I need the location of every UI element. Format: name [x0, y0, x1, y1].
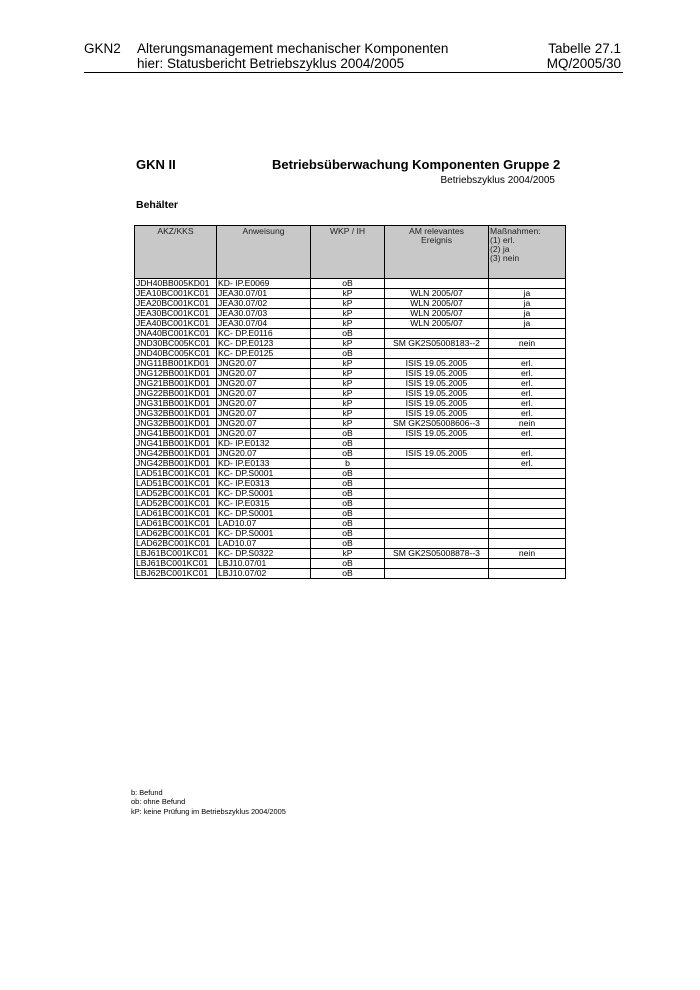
col-header-ereignis-line: Ereignis: [420, 235, 453, 245]
cell-massnahmen: [489, 569, 566, 579]
table-row: [135, 489, 566, 499]
cell-akz: LBJ61BC001KC01: [135, 559, 217, 569]
cell-massnahmen: ja: [489, 309, 566, 319]
cell-massnahmen: erl.: [489, 449, 566, 459]
table-row: [135, 379, 566, 389]
header-table-number: Tabelle 27.1: [548, 41, 621, 56]
table-row: [135, 549, 566, 559]
cell-anweisung: KC- IP.E0313: [217, 479, 311, 489]
cell-wkp: oB: [311, 569, 385, 579]
cell-ereignis: [385, 509, 489, 519]
cell-anweisung: KC- DP.E0116: [217, 329, 311, 339]
cell-wkp: oB: [311, 449, 385, 459]
cell-wkp: oB: [311, 429, 385, 439]
table-row: [135, 439, 566, 449]
col-header-ereignis: [385, 226, 489, 279]
cell-ereignis: [385, 569, 489, 579]
table-row: [135, 329, 566, 339]
cell-akz: JNG11BB001KD01: [135, 359, 217, 369]
cell-anweisung: JNG20.07: [217, 429, 311, 439]
cell-wkp: kP: [311, 399, 385, 409]
cell-ereignis: ISIS 19.05.2005: [385, 389, 489, 399]
cell-massnahmen: erl.: [489, 379, 566, 389]
cell-massnahmen: [489, 439, 566, 449]
cell-anweisung: KC- DP.S0322: [217, 549, 311, 559]
cell-akz: JNG22BB001KD01: [135, 389, 217, 399]
cell-ereignis: [385, 519, 489, 529]
cell-anweisung: JNG20.07: [217, 389, 311, 399]
cell-anweisung: KD- IP.E0069: [217, 279, 311, 289]
cell-wkp: oB: [311, 279, 385, 289]
cell-anweisung: JNG20.07: [217, 379, 311, 389]
cell-massnahmen: nein: [489, 339, 566, 349]
header-title: Alterungsmanagement mechanischer Komponenten: [137, 41, 449, 56]
cell-ereignis: [385, 539, 489, 549]
cell-ereignis: [385, 329, 489, 339]
cell-ereignis: WLN 2005/07: [385, 309, 489, 319]
table-row: [135, 429, 566, 439]
cell-wkp: kP: [311, 309, 385, 319]
header-row-2: [84, 56, 621, 71]
table-header-row: [135, 226, 566, 279]
table-row: [135, 359, 566, 369]
cell-anweisung: KC- DP.S0001: [217, 489, 311, 499]
cell-akz: JNG12BB001KD01: [135, 369, 217, 379]
table-row: [135, 309, 566, 319]
cell-ereignis: ISIS 19.05.2005: [385, 379, 489, 389]
col-header-massnahmen-line: (2) ja: [490, 244, 510, 254]
cell-ereignis: [385, 499, 489, 509]
table-row: [135, 559, 566, 569]
cell-wkp: oB: [311, 489, 385, 499]
cell-ereignis: ISIS 19.05.2005: [385, 429, 489, 439]
cell-anweisung: JNG20.07: [217, 419, 311, 429]
cell-akz: JDH40BB005KD01: [135, 279, 217, 289]
cell-wkp: kP: [311, 289, 385, 299]
table-row: [135, 349, 566, 359]
cell-wkp: kP: [311, 549, 385, 559]
table-row: [135, 399, 566, 409]
cell-akz: LAD51BC001KC01: [135, 469, 217, 479]
cell-wkp: kP: [311, 319, 385, 329]
cell-akz: JEA40BC001KC01: [135, 319, 217, 329]
cell-akz: LAD62BC001KC01: [135, 529, 217, 539]
cell-massnahmen: [489, 509, 566, 519]
cell-anweisung: JEA30.07/04: [217, 319, 311, 329]
cell-ereignis: [385, 489, 489, 499]
col-header-akz: AKZ/KKS: [135, 226, 217, 279]
cell-massnahmen: erl.: [489, 409, 566, 419]
cell-massnahmen: erl.: [489, 369, 566, 379]
header-subtitle: hier: Statusbericht Betriebszyklus 2004/2005: [137, 56, 405, 71]
cell-wkp: oB: [311, 509, 385, 519]
legend: [131, 788, 286, 816]
cell-akz: LAD52BC001KC01: [135, 489, 217, 499]
cell-massnahmen: [489, 349, 566, 359]
cell-wkp: oB: [311, 439, 385, 449]
cell-massnahmen: [489, 559, 566, 569]
table-row: [135, 299, 566, 309]
cell-akz: JNG32BB001KD01: [135, 419, 217, 429]
cell-massnahmen: [489, 539, 566, 549]
table-row: [135, 509, 566, 519]
cell-massnahmen: [489, 519, 566, 529]
cell-ereignis: ISIS 19.05.2005: [385, 409, 489, 419]
table-row: [135, 289, 566, 299]
cell-wkp: oB: [311, 469, 385, 479]
cell-massnahmen: erl.: [489, 459, 566, 469]
cell-massnahmen: erl.: [489, 429, 566, 439]
cell-wkp: kP: [311, 389, 385, 399]
cell-ereignis: WLN 2005/07: [385, 299, 489, 309]
cell-ereignis: ISIS 19.05.2005: [385, 449, 489, 459]
cell-wkp: oB: [311, 559, 385, 569]
table-row: [135, 469, 566, 479]
cell-ereignis: [385, 349, 489, 359]
page-header: [84, 41, 621, 71]
cell-wkp: kP: [311, 419, 385, 429]
table-row: [135, 419, 566, 429]
cell-anweisung: JNG20.07: [217, 369, 311, 379]
cell-akz: JND40BC005KC01: [135, 349, 217, 359]
cell-massnahmen: [489, 479, 566, 489]
cell-anweisung: LAD10.07: [217, 539, 311, 549]
cell-massnahmen: ja: [489, 289, 566, 299]
cell-wkp: kP: [311, 379, 385, 389]
document-title: Betriebsüberwachung Komponenten Gruppe 2: [272, 157, 561, 172]
col-header-massnahmen-line: (3) nein: [490, 253, 520, 263]
cell-akz: LBJ62BC001KC01: [135, 569, 217, 579]
cell-wkp: kP: [311, 369, 385, 379]
plant-name: GKN II: [136, 157, 176, 172]
table-body: [135, 279, 566, 579]
cell-akz: JEA30BC001KC01: [135, 309, 217, 319]
cell-wkp: oB: [311, 479, 385, 489]
header-row-1: [84, 41, 621, 56]
table-row: [135, 319, 566, 329]
cell-akz: LAD62BC001KC01: [135, 539, 217, 549]
header-plant-code: GKN2: [84, 41, 121, 56]
legend-item: kP: keine Prüfung im Betriebszyklus 2004/2005: [131, 806, 286, 816]
cell-akz: LAD61BC001KC01: [135, 509, 217, 519]
cell-massnahmen: nein: [489, 419, 566, 429]
cell-ereignis: ISIS 19.05.2005: [385, 359, 489, 369]
cell-ereignis: ISIS 19.05.2005: [385, 399, 489, 409]
table-row: [135, 569, 566, 579]
cell-wkp: oB: [311, 529, 385, 539]
cell-akz: JNA40BC001KC01: [135, 329, 217, 339]
cell-ereignis: SM GK2S05008606--3: [385, 419, 489, 429]
cell-akz: JNG21BB001KD01: [135, 379, 217, 389]
cell-wkp: oB: [311, 329, 385, 339]
table-row: [135, 409, 566, 419]
cell-ereignis: [385, 459, 489, 469]
cell-akz: LAD52BC001KC01: [135, 499, 217, 509]
cell-massnahmen: nein: [489, 549, 566, 559]
cell-wkp: oB: [311, 349, 385, 359]
col-header-massnahmen-line: Maßnahmen:: [490, 226, 541, 236]
cell-akz: JNG42BB001KD01: [135, 449, 217, 459]
cell-wkp: kP: [311, 409, 385, 419]
cell-akz: LBJ61BC001KC01: [135, 549, 217, 559]
cell-anweisung: LAD10.07: [217, 519, 311, 529]
cell-massnahmen: ja: [489, 319, 566, 329]
table-row: [135, 479, 566, 489]
legend-item: ob: ohne Befund: [131, 797, 186, 807]
cell-massnahmen: [489, 499, 566, 509]
col-header-ereignis-line: AM relevantes: [409, 226, 464, 236]
cell-akz: JEA20BC001KC01: [135, 299, 217, 309]
cell-massnahmen: ja: [489, 299, 566, 309]
cell-anweisung: LBJ10.07/02: [217, 569, 311, 579]
table-row: [135, 529, 566, 539]
table-row: [135, 499, 566, 509]
cell-ereignis: [385, 479, 489, 489]
cell-massnahmen: [489, 329, 566, 339]
cell-anweisung: KC- IP.E0315: [217, 499, 311, 509]
cell-ereignis: WLN 2005/07: [385, 289, 489, 299]
cell-wkp: oB: [311, 519, 385, 529]
cell-massnahmen: erl.: [489, 359, 566, 369]
col-header-wkp: WKP / IH: [311, 226, 385, 279]
legend-item: b: Befund: [131, 788, 163, 797]
cell-massnahmen: [489, 529, 566, 539]
cell-anweisung: KC- DP.S0001: [217, 469, 311, 479]
cell-anweisung: LBJ10.07/01: [217, 559, 311, 569]
cell-anweisung: KC- DP.E0125: [217, 349, 311, 359]
table-row: [135, 279, 566, 289]
cell-ereignis: [385, 529, 489, 539]
cell-akz: JNG31BB001KD01: [135, 399, 217, 409]
cell-anweisung: JNG20.07: [217, 399, 311, 409]
cell-ereignis: [385, 559, 489, 569]
section-heading: Behälter: [136, 199, 179, 211]
cell-akz: JNG41BB001KD01: [135, 439, 217, 449]
cell-wkp: b: [311, 459, 385, 469]
header-divider: [84, 72, 623, 73]
cell-massnahmen: [489, 469, 566, 479]
header-reference: MQ/2005/30: [546, 56, 621, 71]
cell-wkp: kP: [311, 339, 385, 349]
cell-akz: LAD61BC001KC01: [135, 519, 217, 529]
cell-anweisung: JEA30.07/03: [217, 309, 311, 319]
col-header-anweisung: Anweisung: [217, 226, 311, 279]
table-row: [135, 539, 566, 549]
cell-anweisung: KD- IP.E0133: [217, 459, 311, 469]
cell-akz: JNG42BB001KD01: [135, 459, 217, 469]
cell-anweisung: KD- IP.E0132: [217, 439, 311, 449]
table-row: [135, 389, 566, 399]
col-header-massnahmen: [489, 226, 566, 279]
cell-wkp: kP: [311, 359, 385, 369]
cell-ereignis: ISIS 19.05.2005: [385, 369, 489, 379]
cell-massnahmen: [489, 489, 566, 499]
cell-anweisung: JNG20.07: [217, 449, 311, 459]
table-row: [135, 339, 566, 349]
cell-ereignis: SM GK2S05008183--2: [385, 339, 489, 349]
cell-wkp: kP: [311, 299, 385, 309]
cell-anweisung: KC- DP.S0001: [217, 529, 311, 539]
cell-wkp: oB: [311, 539, 385, 549]
cell-akz: JNG41BB001KD01: [135, 429, 217, 439]
cell-anweisung: KC- DP.S0001: [217, 509, 311, 519]
cell-anweisung: KC- DP.E0123: [217, 339, 311, 349]
cell-ereignis: SM GK2S05008878--3: [385, 549, 489, 559]
cell-ereignis: [385, 439, 489, 449]
document-subtitle: Betriebszyklus 2004/2005: [440, 175, 555, 186]
cell-anweisung: JNG20.07: [217, 359, 311, 369]
component-table: [134, 225, 566, 579]
cell-massnahmen: [489, 279, 566, 289]
table-row: [135, 449, 566, 459]
cell-anweisung: JNG20.07: [217, 409, 311, 419]
cell-akz: JND30BC005KC01: [135, 339, 217, 349]
cell-akz: LAD51BC001KC01: [135, 479, 217, 489]
table-row: [135, 519, 566, 529]
table-row: [135, 369, 566, 379]
cell-massnahmen: erl.: [489, 389, 566, 399]
cell-akz: JNG32BB001KD01: [135, 409, 217, 419]
cell-anweisung: JEA30.07/01: [217, 289, 311, 299]
col-header-massnahmen-line: (1) erl.: [490, 235, 515, 245]
cell-massnahmen: erl.: [489, 399, 566, 409]
cell-wkp: oB: [311, 499, 385, 509]
cell-ereignis: WLN 2005/07: [385, 319, 489, 329]
cell-ereignis: [385, 279, 489, 289]
table-row: [135, 459, 566, 469]
cell-ereignis: [385, 469, 489, 479]
cell-akz: JEA10BC001KC01: [135, 289, 217, 299]
cell-anweisung: JEA30.07/02: [217, 299, 311, 309]
